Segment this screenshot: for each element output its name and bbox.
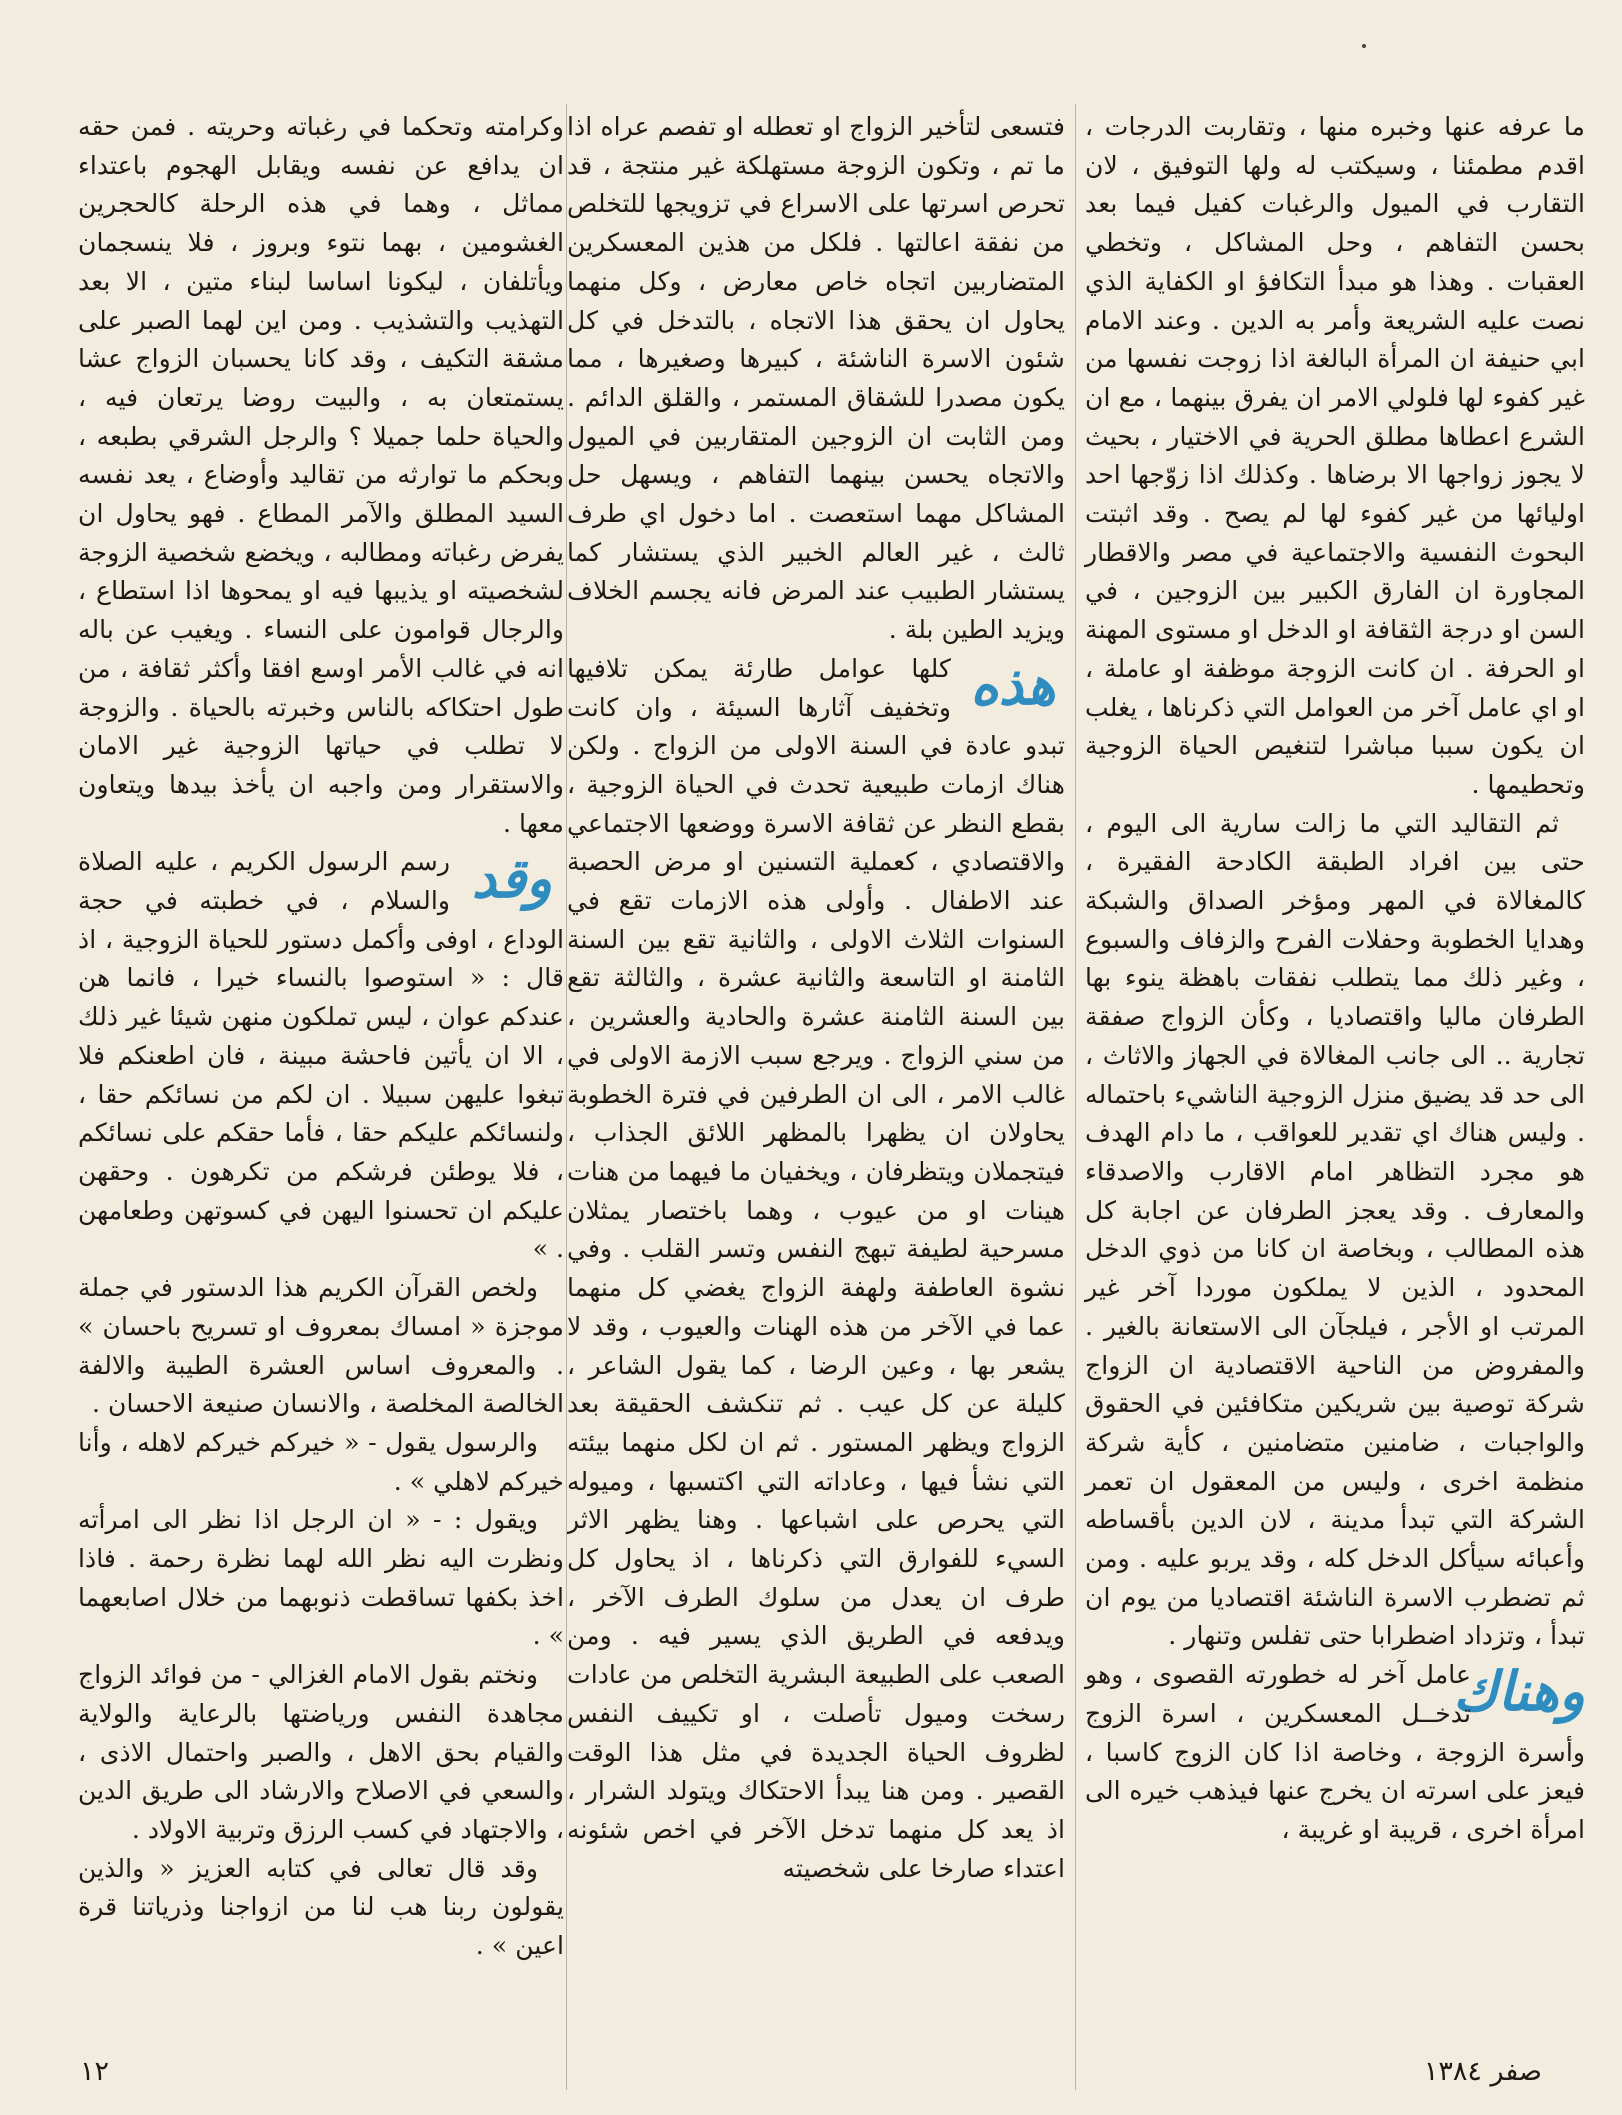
paragraph-text: رسم الرسول الكريم ، عليه الصلاة والسلام ، في خطبته في حجة الوداع ، اوفى وأكمل دستور للحياة الزوجية ، اذ قال : « استوصوا بالنساء خيرا ، فانما هن عندكم عوان ، ليس تملكون منهن شيئا غير ذلك ، الا ان يأتين فاحشة مبينة ، فان اطعنكم فلا تبغوا عليهن سبيلا . ان لكم من نسائكم حقا ، ولنسائكم عليكم حقا ، فأما حقكم على نسائكم ، فلا يوطئن فرشكم من تكرهون . وحقهن عليكم ان تحسنوا اليهن في كسوتهن وطعامهن . » xyxy=(78,847,564,1264)
paragraph: ما عرفه عنها وخبره منها ، وتقاربت الدرجات ، اقدم مطمئنا ، وسيكتب له ولها التوفيق ، لان التقارب في الميول والرغبات كفيل فيما بعد بحسن التفاهم ، وحل المشاكل ، وتخطي العقبات . وهذا هو مبدأ التكافؤ او الكفاية الذي نصت عليه الشريعة وأمر به الدين . وعند الامام ابي حنيفة ان المرأة البالغة اذا زوجت نفسها من غير كفوء لها فلولي الامر ان يفرق بينهما ، مع ان الشرع اعطاها مطلق الحرية في الاختيار ، بحيث لا يجوز زواجها الا برضاها . وكذلك اذا زوّجها احد اوليائها من غير كفوء لها لم يصح . وقد اثبتت البحوث النفسية والاجتماعية في مصر والاقطار المجاورة ان الفارق الكبير بين الزوجين ، في السن او درجة الثقافة او الدخل او مستوى المهنة او الحرفة . ان كانت الزوجة موظفة او عاملة ، او اي عامل آخر من العوامل التي ذكرناها ، يغلب ان يكون سببا مباشرا لتنغيص الحياة الزوجية وتحطيمها . xyxy=(1085,112,1585,799)
paragraph: وقد قال تعالى في كتابه العزيز « والذين يقولون ربنا هب لنا من ازواجنا وذرياتنا قرة اعين » . xyxy=(78,1853,564,1961)
paragraph-text: كلها عوامل طارئة يمكن تلافيها وتخفيف آثارها السيئة ، وان كانت تبدو عادة في السنة الاولى من الزواج . ولكن هناك ازمات طبيعية تحدث في الحياة الزوجية ، بقطع النظر عن ثقافة الاسرة ووضعها الاجتماعي والاقتصادي ، كعملية التسنين او مرض الحصبة عند الاطفال . وأولى هذه الازمات تقع في السنوات الثلاث الاولى ، والثانية تقع بين السنة الثامنة او التاسعة والثانية عشرة ، والثالثة تقع بين السنة الثامنة عشرة والحادية والعشرين ، من سني الزواج . ويرجع سبب الازمة الاولى في غالب الامر ، الى ان الطرفين في فترة الخطوبة يحاولان ان يظهرا بالمظهر اللائق الجذاب ، فيتجملان ويتظرفان ، ويخفيان ما فيهما من هنات هينات او من عيوب ، وهما باختصار يمثلان مسرحية لطيفة تبهج النفس وتسر القلب . وفي نشوة العاطفة ولهفة الزواج يغضي كل منهما عما في الآخر من هذه الهنات والعيوب ، وقد لا يشعر بها ، وعين الرضا ، كما يقول الشاعر ، كليلة عن كل عيب . ثم تنكشف الحقيقة بعد الزواج ويظهر المستور . ثم ان لكل منهما بيئته التي نشأ فيها ، وعاداته التي اكتسبها ، وميوله التي يحرص على اشباعها . وهنا يظهر الاثر السيء للفوارق التي ذكرناها ، اذ يحاول كل طرف ان يعدل من سلوك الطرف الآخر ، ويدفعه في الطريق الذي يسير فيه . ومن الصعب على الطبيعة البشرية التخلص من عادات رسخت وميول تأصلت ، او تكييف النفس لظروف الحياة الجديدة في مثل هذا الوقت القصير . ومن هنا يبدأ الاحتكاك ويتولد الشرار ، اذ يعد كل منهما تدخل الآخر في اخص شئونه اعتداء صارخا على شخصيته xyxy=(567,653,1065,1883)
column-middle xyxy=(567,108,1065,1888)
paragraph: ونختم بقول الامام الغزالي - من فوائد الزواج مجاهدة النفس ورياضتها بالرعاية والولاية والقيام بحق الاهل ، والصبر واحتمال الاذى ، والسعي في الاصلاح والارشاد الى طريق الدين ، والاجتهاد في كسب الرزق وتربية الاولاد . xyxy=(78,1660,564,1844)
dropcap-heading: هذه xyxy=(970,652,1056,717)
paragraph-with-dropcap xyxy=(1085,1656,1585,1850)
paragraph: ثم التقاليد التي ما زالت سارية الى اليوم ، حتى بين افراد الطبقة الكادحة الفقيرة ، كالمغالاة في المهر ومؤخر الصداق والشبكة وهدايا الخطوبة وحفلات الفرح والزفاف والسبوع ، وغير ذلك مما يتطلب نفقات باهظة ينوء بها الطرفان ماليا واقتصاديا ، وكأن الزواج صفقة تجارية .. الى جانب المغالاة في الجهاز والاثاث ، الى حد قد يضيق منزل الزوجية الناشيء باحتماله . وليس هناك اي تقدير للعواقب ، ما دام الهدف هو مجرد التظاهر امام الاقارب والاصدقاء والمعارف . وقد يعجز الطرفان عن اجابة كل هذه المطالب ، وبخاصة ان كانا من ذوي الدخل المحدود ، الذين لا يملكون موردا آخر غير المرتب او الأجر ، فيلجآن الى الاستعانة بالغير . والمفروض من الناحية الاقتصادية ان الزواج شركة توصية بين شريكين متكافئين في الحقوق والواجبات ، ضامنين متضامنين ، كأية شركة منظمة اخرى ، وليس من المعقول ان تعمر الشركة التي تبدأ مدينة ، لان الدين بأقساطه وأعبائه سيأكل الدخل كله ، وقد يربو عليه . ومن ثم تضطرب الاسرة الناشئة اقتصاديا من يوم ان تبدأ ، وتزداد اضطرابا حتى تفلس وتنهار . xyxy=(1085,808,1585,1651)
paragraph: ويقول : - « ان الرجل اذا نظر الى امرأته ونظرت اليه نظر الله لهما نظرة رحمة . فاذا اخذ بكفها تساقطت ذنوبهما من خلال اصابعهما » . xyxy=(78,1505,564,1651)
dropcap-heading: وقد xyxy=(471,846,553,911)
column-left xyxy=(78,108,564,1966)
paragraph-with-dropcap xyxy=(567,650,1065,1889)
paragraph: والرسول يقول - « خيركم خيركم لاهله ، وأنا خيركم لاهلي » . xyxy=(78,1427,564,1496)
paragraph: فتسعى لتأخير الزواج او تعطله او تفصم عراه اذا ما تم ، وتكون الزوجة مستهلكة غير منتجة ، قد تحرص اسرتها على الاسراع في تزويجها للتخلص من نفقة اعالتها . فلكل من هذين المعسكرين المتضاربين اتجاه خاص معارض ، وكل منهما يحاول ان يحقق هذا الاتجاه ، بالتدخل في كل شئون الاسرة الناشئة ، كبيرها وصغيرها ، مما يكون مصدرا للشقاق المستمر ، والقلق الدائم . ومن الثابت ان الزوجين المتقاربين في الميول والاتجاه يحسن بينهما التفاهم ، ويسهل حل المشاكل مهما استعصت . اما دخول اي طرف ثالث ، غير العالم الخبير الذي يستشار كما يستشار الطبيب عند المرض فانه يجسم الخلاف ويزيد الطين بلة . xyxy=(567,112,1065,645)
column-divider xyxy=(1075,104,1076,2090)
issue-date: صفر ١٣٨٤ xyxy=(1423,2056,1542,2087)
page-number: ١٢ xyxy=(80,2056,110,2087)
column-divider xyxy=(566,104,567,2090)
dropcap-heading: وهناك xyxy=(1453,1659,1585,1724)
paragraph-with-dropcap xyxy=(78,843,564,1269)
paragraph-text: عامل آخر له خطورته القصوى ، وهو تدخــل المعسكرين ، اسرة الزوج وأسرة الزوجة ، وخاصة اذا كان الزوج كاسبا ، فيعز على اسرته ان يخرج عنها فيذهب خيره الى امرأة اخرى ، قريبة او غريبة ، xyxy=(1085,1660,1585,1844)
paragraph: وكرامته وتحكما في رغباته وحريته . فمن حقه ان يدافع عن نفسه ويقابل الهجوم باعتداء مماثل ، وهما في هذه الرحلة كالحجرين الغشومين ، بهما نتوء وبروز ، فلا ينسجمان ويأتلفان ، ليكونا اساسا لبناء متين ، الا بعد التهذيب والتشذيب . ومن اين لهما الصبر على مشقة التكيف ، وقد كانا يحسبان الزواج عشا يستمتعان به ، والبيت روضا يرتعان فيه ، والحياة حلما جميلا ؟ والرجل الشرقي بطبعه ، وبحكم ما توارثه من تقاليد وأوضاع ، يعد نفسه السيد المطلق والآمر المطاع . فهو يحاول ان يفرض رغباته ومطالبه ، ويخضع شخصية الزوجة لشخصيته او يذيبها فيه او يمحوها اذا استطاع ، والرجال قوامون على النساء . ويغيب عن باله انه في غالب الأمر اوسع افقا وأكثر ثقافة ، من طول احتكاكه بالناس وخبرته بالحياة . والزوجة لا تطلب في حياتها الزوجية غير الامان والاستقرار ومن واجبه ان يأخذ بيدها ويتعاون معها . xyxy=(78,112,564,838)
paragraph: ولخص القرآن الكريم هذا الدستور في جملة موجزة « امساك بمعروف او تسريح باحسان » . والمعروف اساس العشرة الطيبة والالفة الخالصة المخلصة ، والانسان صنيعة الاحسان . xyxy=(78,1273,564,1419)
column-right xyxy=(1085,108,1585,1850)
print-speck xyxy=(1362,44,1366,48)
